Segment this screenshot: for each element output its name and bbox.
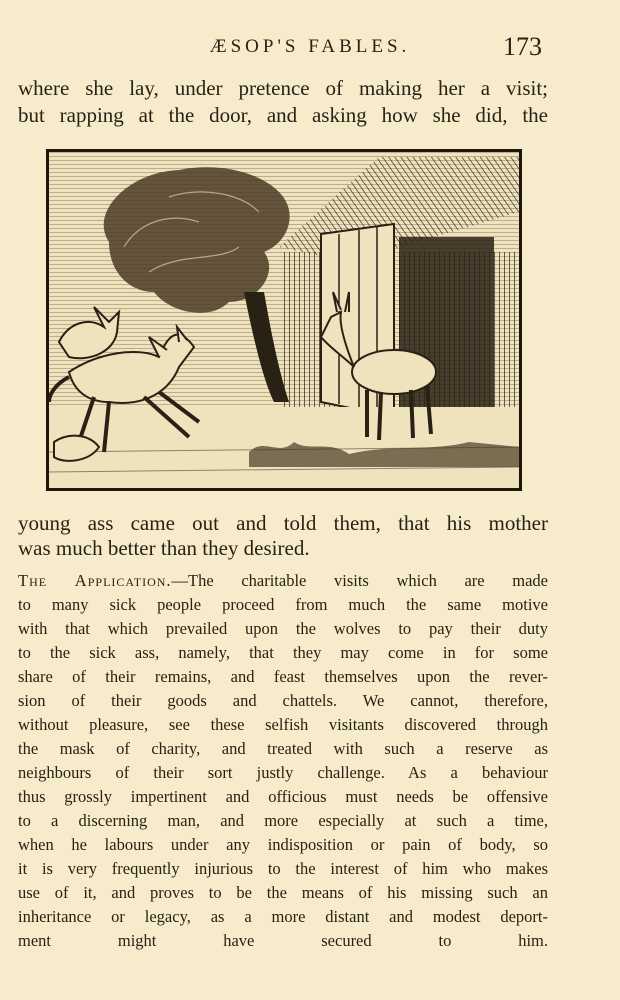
text-line: without pleasure, see these selfish visitants discovered through	[18, 715, 548, 734]
application-first-line	[18, 571, 548, 591]
text-line: inheritance or legacy, as a more distant and modest deport-	[18, 907, 548, 926]
text-line: when he labours under any indisposition or pain of body, so	[18, 835, 548, 854]
woodcut-scene	[49, 152, 519, 488]
text-line: where she lay, under pretence of making her a visit;	[18, 76, 548, 100]
application-text: —The charitable visits which are made	[171, 571, 548, 590]
text-line: neighbours of their sort justly challenge. As a behaviour	[18, 763, 548, 782]
application-heading: The Application.	[18, 571, 172, 590]
text-line: sion of their goods and chattels. We cannot, therefore,	[18, 691, 548, 710]
text-line: it is very frequently injurious to the interest of him who makes	[18, 859, 548, 878]
page-number: 173	[503, 32, 542, 61]
text-line: to the sick ass, namely, that they may come in for some	[18, 643, 548, 662]
text-line: use of it, and proves to be the means of his missing such an	[18, 883, 548, 902]
text-line: to a discerning man, and more especially at such a time,	[18, 811, 548, 830]
woodcut-illustration	[46, 149, 522, 491]
text-line: share of their remains, and feast themselves upon the rever-	[18, 667, 548, 686]
running-title: ÆSOP'S FABLES.	[209, 36, 411, 57]
page-header	[0, 32, 620, 62]
text-line: the mask of charity, and treated with such a reserve as	[18, 739, 548, 758]
text-line: young ass came out and told them, that his mother	[18, 511, 548, 535]
text-line: was much better than they desired.	[18, 536, 310, 560]
text-line: thus grossly impertinent and officious must needs be offensive	[18, 787, 548, 806]
text-line: ment might have secured to him.	[18, 931, 548, 950]
text-line: but rapping at the door, and asking how she did, the	[18, 103, 548, 127]
text-line: to many sick people proceed from much the same motive	[18, 595, 548, 614]
text-line: with that which prevailed upon the wolves to pay their duty	[18, 619, 548, 638]
